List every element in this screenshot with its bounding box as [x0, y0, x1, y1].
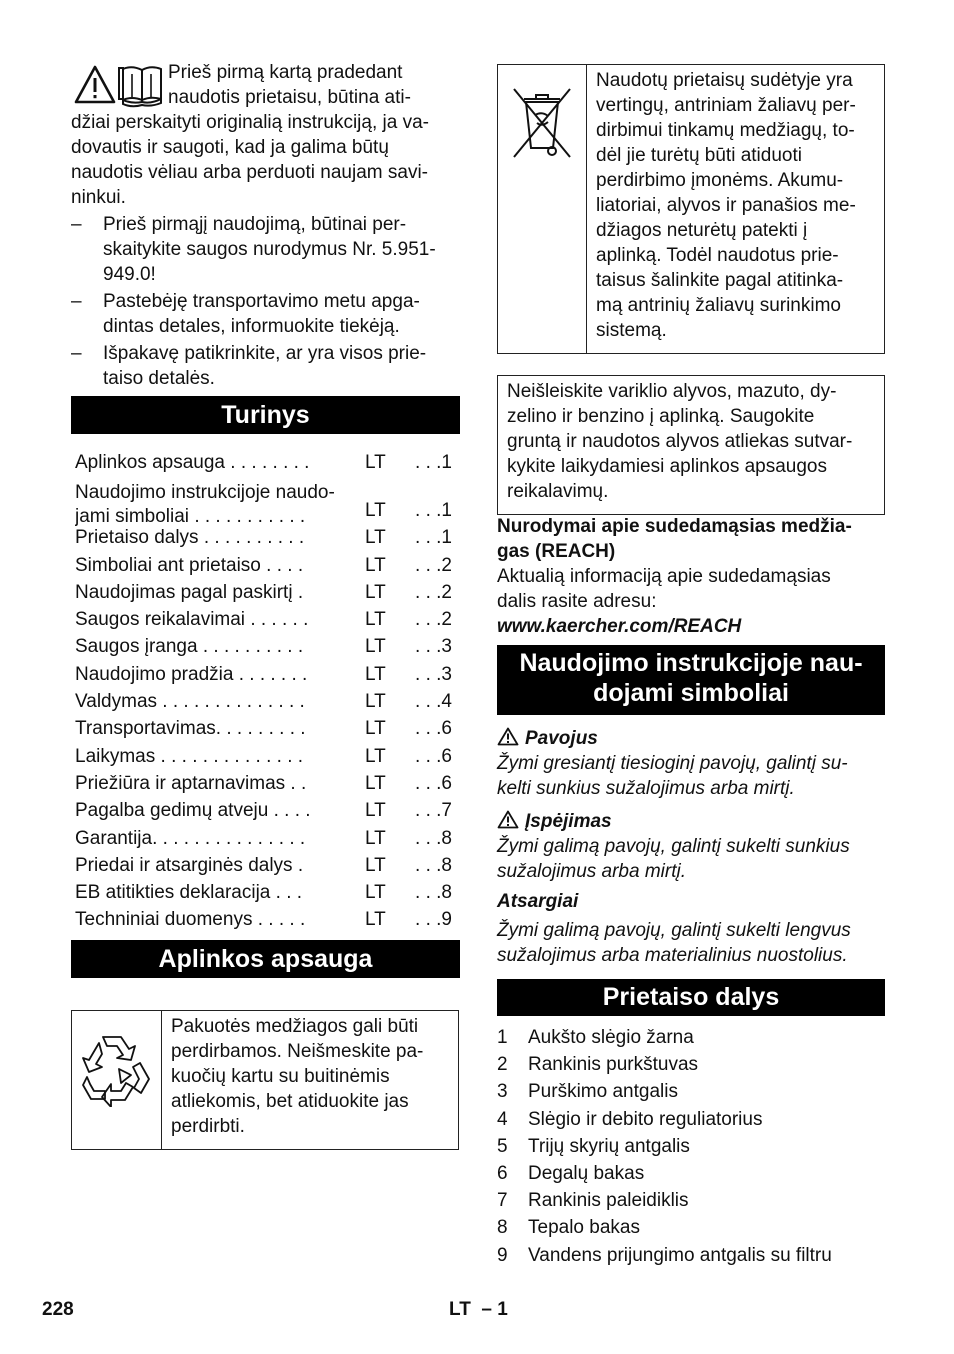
- toc-entry-title: Prietaiso dalys . . . . . . . . . .: [75, 527, 305, 549]
- toc-entry-page: . . .7: [415, 800, 452, 822]
- toc-entry-title: Pagalba gedimų atveju . . . .: [75, 800, 311, 822]
- toc-entry[interactable]: [71, 881, 460, 908]
- toc-entry-lang: LT: [365, 636, 386, 658]
- toc-entry-title: Aplinkos apsauga . . . . . . . .: [75, 452, 310, 473]
- reach-text: dalis rasite adresu:: [497, 591, 657, 612]
- toc-entry-lang: LT: [365, 663, 386, 685]
- parts-heading: Prietaiso dalys: [497, 979, 885, 1016]
- toc-entry-title: Saugos reikalavimai . . . . . .: [75, 609, 309, 631]
- bullet-line: Pastebėję transportavimo metu apga-: [103, 291, 420, 312]
- toc-entry-lang: LT: [365, 800, 386, 822]
- toc-entry[interactable]: [71, 717, 460, 744]
- toc-entry-title: Saugos įranga . . . . . . . . . .: [75, 636, 304, 658]
- list-item: 4 Slėgio ir debito reguliatorius: [497, 1108, 763, 1130]
- list-item: 7 Rankinis paleidiklis: [497, 1190, 689, 1212]
- toc-entry-lang: LT: [365, 827, 386, 849]
- dash-marker: –: [71, 343, 82, 364]
- intro-line: naudotis vėliau arba perduoti naujam savi-: [71, 162, 428, 183]
- toc-entry[interactable]: [71, 526, 460, 553]
- reach-link[interactable]: www.kaercher.com/REACH: [497, 616, 742, 637]
- environment-heading: Aplinkos apsauga: [71, 940, 460, 978]
- toc-entry-lang: LT: [365, 500, 386, 522]
- toc-entry-title: Priedai ir atsarginės dalys .: [75, 854, 304, 876]
- toc-entry-lang: LT: [365, 882, 386, 904]
- table-of-contents: [71, 451, 460, 936]
- reach-title: Nurodymai apie sudedamąsias medžia-: [497, 516, 852, 537]
- toc-entry-title: Garantija. . . . . . . . . . . . . . .: [75, 827, 306, 849]
- bullet-line: skaitykite saugos nurodymus Nr. 5.951-: [103, 239, 436, 260]
- symbols-heading: Naudojimo instrukcijoje nau- dojami simboliai: [497, 645, 885, 715]
- recycle-notice-box: [71, 1010, 459, 1150]
- list-item: 6 Degalų bakas: [497, 1162, 645, 1184]
- toc-entry[interactable]: [71, 554, 460, 581]
- intro-line: Prieš pirmą kartą pradedant: [168, 62, 403, 83]
- toc-entry-lang: LT: [365, 609, 386, 631]
- warning-text: sužalojimus arba mirtį.: [497, 861, 686, 882]
- warning-text: Žymi galimą pavojų, galintį sukelti sunkius: [497, 836, 850, 857]
- danger-heading: Pavojus: [497, 726, 885, 751]
- bullet-line: Išpakavę patikrinkite, ar yra visos prie-: [103, 343, 427, 364]
- toc-entry[interactable]: [71, 635, 460, 662]
- toc-entry[interactable]: [71, 608, 460, 635]
- bullet-line: 949.0!: [103, 264, 156, 285]
- warning-triangle-icon: [497, 727, 519, 746]
- list-item: [71, 212, 460, 287]
- toc-entry[interactable]: [71, 772, 460, 799]
- toc-entry-title: EB atitikties deklaracija . . .: [75, 882, 303, 904]
- list-item: 9 Vandens prijungimo antgalis su filtru: [497, 1244, 832, 1266]
- toc-entry-title: Transportavimas. . . . . . . . .: [75, 718, 306, 740]
- list-item: 1 Aukšto slėgio žarna: [497, 1027, 694, 1048]
- list-item: 8 Tepalo bakas: [497, 1217, 640, 1239]
- toc-entry-page: . . .3: [415, 636, 452, 658]
- caution-text: sužalojimus arba materialinius nuostolius.: [497, 945, 848, 966]
- list-item: 3 Purškimo antgalis: [497, 1081, 678, 1103]
- toc-entry-page: . . .1: [415, 527, 452, 549]
- list-item: [71, 289, 460, 339]
- toc-entry-title: Valdymas . . . . . . . . . . . . . .: [75, 691, 305, 713]
- toc-entry[interactable]: [71, 581, 460, 608]
- symbols-section: [497, 726, 885, 968]
- bin-icon-cell: [498, 65, 587, 353]
- oil-notice-box: [497, 375, 885, 515]
- toc-entry[interactable]: [71, 908, 460, 935]
- toc-entry[interactable]: [71, 827, 460, 854]
- toc-entry-lang: LT: [365, 581, 386, 603]
- toc-entry-lang: LT: [365, 718, 386, 740]
- toc-entry-page: . . .4: [415, 691, 452, 713]
- recycle-icon: [81, 1031, 153, 1107]
- toc-entry-lang: LT: [365, 527, 386, 549]
- toc-heading: Turinys: [71, 396, 460, 434]
- list-item: 5 Trijų skyrių antgalis: [497, 1135, 690, 1157]
- toc-entry-page: . . .6: [415, 718, 452, 740]
- toc-entry-lang: LT: [365, 745, 386, 767]
- reach-title: gas (REACH): [497, 541, 616, 562]
- intro-line: dovautis ir saugoti, kad ja galima būtų: [71, 137, 389, 158]
- oil-notice-text: Neišleiskite variklio alyvos, mazuto, dy- zelino ir benzino į aplinką. Saugokite gruntą ir naudotos alyvos atliekas sutvar- kykite laikydamiesi aplinkos apsaugos reikalavimų.: [507, 381, 853, 502]
- toc-entry-page: . . .8: [415, 882, 452, 904]
- toc-entry[interactable]: [71, 478, 460, 526]
- intro-line: naudotis prietaisu, būtina ati-: [168, 87, 411, 108]
- toc-entry-page: . . .2: [415, 554, 452, 576]
- toc-entry-page: . . .6: [415, 745, 452, 767]
- danger-text: Žymi gresiantį tiesioginį pavojų, galintį su-: [497, 753, 848, 774]
- recycle-notice-text: Pakuotės medžiagos gali būti perdirbamos. Neišmeskite pa- kuočių kartu su buitinėmis atliekomis, bet atiduokite jas perdirbti.: [171, 1016, 424, 1137]
- toc-entry[interactable]: [71, 690, 460, 717]
- dash-marker: –: [71, 291, 82, 312]
- toc-entry-lang: LT: [365, 772, 386, 794]
- intro-section: [71, 60, 460, 393]
- bullet-line: Prieš pirmąjį naudojimą, būtinai per-: [103, 214, 407, 235]
- toc-entry-title: Techniniai duomenys . . . . .: [75, 909, 306, 931]
- footer-section-label: LT – 1: [449, 1299, 508, 1320]
- toc-entry-page: . . .9: [415, 909, 452, 931]
- intro-line: ninkui.: [71, 187, 126, 208]
- toc-entry-title: Laikymas . . . . . . . . . . . . . .: [75, 745, 304, 767]
- caution-heading: Atsargiai: [497, 891, 579, 912]
- toc-entry-lang: LT: [365, 452, 386, 473]
- toc-entry-page: . . .8: [415, 854, 452, 876]
- toc-entry-page: . . .1: [415, 500, 452, 522]
- warning-heading: Įspėjimas: [497, 809, 885, 834]
- warning-manual-icon: [73, 64, 163, 108]
- toc-entry-title: Naudojimas pagal paskirtį .: [75, 581, 304, 603]
- toc-entry-page: . . .8: [415, 827, 452, 849]
- list-item: [71, 341, 460, 391]
- toc-entry[interactable]: [71, 663, 460, 690]
- intro-text-rest: [71, 110, 460, 210]
- reach-section: [497, 514, 885, 639]
- toc-entry[interactable]: [71, 799, 460, 826]
- toc-entry-title: Naudojimo instrukcijoje naudo- jami simboliai . . . . . . . . . . .: [75, 482, 335, 528]
- recycle-icon-cell: [72, 1011, 162, 1149]
- toc-entry-lang: LT: [365, 691, 386, 713]
- dash-marker: –: [71, 214, 82, 235]
- toc-entry-lang: LT: [365, 554, 386, 576]
- toc-entry[interactable]: [71, 451, 460, 478]
- toc-entry[interactable]: [71, 854, 460, 881]
- disposal-notice-box: [497, 64, 885, 354]
- toc-entry-lang: LT: [365, 854, 386, 876]
- toc-entry-page: . . .6: [415, 772, 452, 794]
- bullet-line: taiso detalės.: [103, 368, 215, 389]
- toc-entry-page: . . .1: [415, 452, 452, 473]
- toc-entry[interactable]: [71, 745, 460, 772]
- list-item: 2 Rankinis purkštuvas: [497, 1054, 699, 1076]
- toc-entry-page: . . .2: [415, 581, 452, 603]
- toc-entry-page: . . .2: [415, 609, 452, 631]
- parts-list: [497, 1025, 885, 1270]
- disposal-notice-text: Naudotų prietaisų sudėtyje yra vertingų, antriniam žaliavų per- dirbimui tinkamų medžiagų, to- dėl jie turėtų būti atiduoti perdirbimo įmonėms. Akumu- liatoriai, alyvos ir panašios me- džiagos neturėtų patekti į aplinką. Todėl naudotus prie- taisus šalinkite pagal atitinka- mą antrinių žaliavų surinkimo sistemą.: [596, 70, 856, 341]
- toc-entry-lang: LT: [365, 909, 386, 931]
- caution-text: Žymi galimą pavojų, galintį sukelti lengvus: [497, 920, 851, 941]
- toc-entry-title: Priežiūra ir aptarnavimas . .: [75, 772, 307, 794]
- reach-text: Aktualią informaciją apie sudedamąsias: [497, 566, 831, 587]
- toc-entry-title: Naudojimo pradžia . . . . . . .: [75, 663, 308, 685]
- bullet-line: dintas detales, informuokite tiekėją.: [103, 316, 400, 337]
- crossed-bin-icon: [510, 85, 574, 161]
- toc-entry-page: . . .3: [415, 663, 452, 685]
- toc-entry-title: Simboliai ant prietaiso . . . .: [75, 554, 304, 576]
- page-number: 228: [42, 1299, 74, 1320]
- intro-bullet-list: [71, 212, 460, 391]
- intro-line: džiai perskaityti originalią instrukciją, ja va-: [71, 112, 429, 133]
- danger-text: kelti sunkius sužalojimus arba mirtį.: [497, 778, 795, 799]
- warning-triangle-icon: [497, 810, 519, 829]
